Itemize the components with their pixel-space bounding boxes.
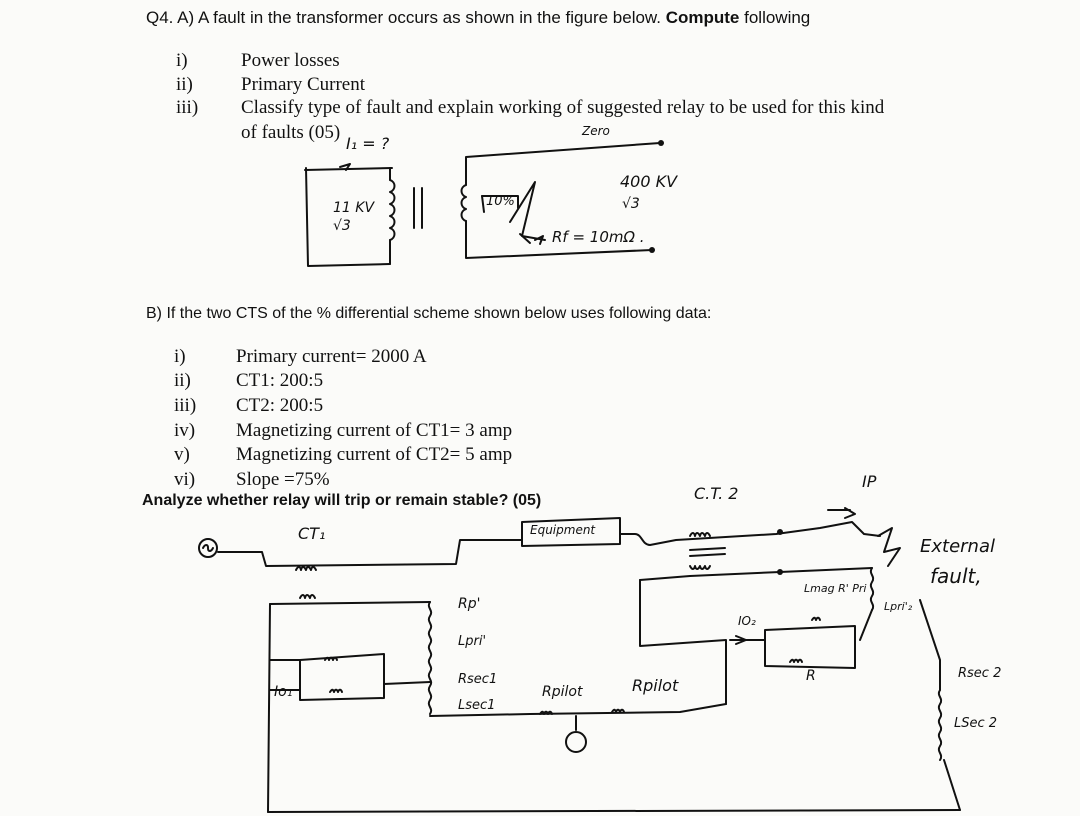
part-a-item-num-1: i) (176, 50, 188, 71)
io1-label: Io₁ (274, 684, 293, 700)
part-b-item-num-2: ii) (174, 370, 191, 391)
part-a-item-text-3: Classify type of fault and explain working of suggested relay to be used for this kind (241, 97, 885, 118)
secondary-voltage-num: 400 KV (620, 172, 678, 191)
part-b-item-num-6: vi) (174, 469, 196, 490)
lpri2-label: Lpri'₂ (884, 600, 913, 613)
part-a-item-num-2: ii) (176, 74, 193, 95)
part-b-item-text-3: CT2: 200:5 (236, 395, 324, 416)
lsec1-label: Lsec1 (458, 698, 496, 713)
ip-label: IP (862, 472, 877, 491)
fault-resistance-label: Rf = 10mΩ . (552, 228, 645, 246)
rpilot2-label: Rpilot (632, 676, 679, 695)
lsec2-label: LSec 2 (954, 716, 998, 731)
fault-label: fault, (930, 564, 982, 588)
heading-text: Q4. A) A fault in the transformer occurs as shown in the figure below. (146, 8, 666, 27)
part-a-item-num-3: iii) (176, 97, 199, 118)
secondary-voltage-den: √3 (622, 196, 640, 212)
rp-label: Rp' (458, 596, 481, 612)
ct2-label: C.T. 2 (694, 484, 739, 503)
ct2-node-dot (777, 569, 783, 575)
part-a-item-text-2: Primary Current (241, 74, 366, 95)
heading-tail: following (739, 8, 811, 27)
part-b-item-num-4: iv) (174, 420, 196, 441)
part-b-item-num-5: v) (174, 444, 190, 465)
lmag-pri-label: Lmag R' Pri (804, 582, 867, 595)
primary-voltage-den: √3 (333, 218, 351, 234)
part-b-item-num-3: iii) (174, 395, 197, 416)
part-b-item-num-1: i) (174, 346, 186, 367)
ct2-node-dot (777, 529, 783, 535)
primary-voltage-num: 11 KV (333, 200, 375, 216)
part-b-item-text-6: Slope =75% (236, 469, 330, 490)
zero-label: Zero (582, 124, 610, 138)
i1-label: I₁ = ? (346, 134, 390, 153)
part-b-item-text-5: Magnetizing current of CT2= 5 amp (236, 444, 513, 465)
ct1-label: CT₁ (298, 524, 326, 543)
lpri-label: Lpri' (458, 634, 487, 649)
equipment-label: Equipment (530, 523, 596, 537)
rsec2-label: Rsec 2 (958, 666, 1002, 681)
rpilot1-label: Rpilot (542, 684, 583, 700)
tap-label: 10% (486, 194, 515, 209)
io2-label: IO₂ (738, 614, 756, 628)
question-4b-heading: B) If the two CTS of the % differential scheme shown below uses following data: (146, 305, 712, 322)
part-a-item-text-1: Power losses (241, 50, 340, 71)
rsec1-label: Rsec1 (458, 672, 498, 687)
part-b-item-text-2: CT1: 200:5 (236, 370, 324, 391)
r-label: R (806, 668, 816, 684)
part-a-item-text-3-cont: of faults (05) (241, 122, 341, 143)
external-label: External (920, 536, 995, 557)
part-b-item-text-1: Primary current= 2000 A (236, 346, 427, 367)
part-b-question: Analyze whether relay will trip or remain stable? (05) (142, 492, 542, 509)
heading-bold: Compute (665, 8, 740, 27)
part-b-item-text-4: Magnetizing current of CT1= 3 amp (236, 420, 513, 441)
